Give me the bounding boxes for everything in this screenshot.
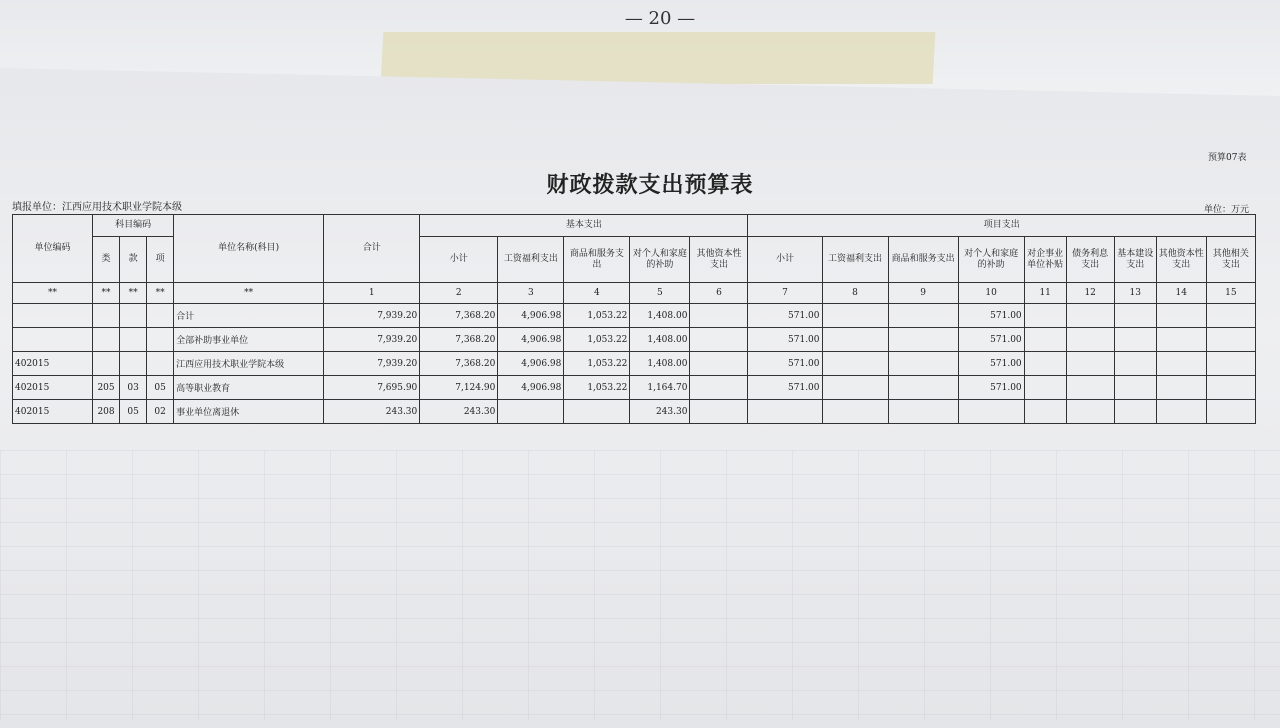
cell-lei: [93, 352, 120, 376]
cell-basic-subtotal: 7,368.20: [420, 304, 498, 328]
cell-project-build: [1114, 352, 1156, 376]
cell-basic-subtotal: 7,368.20: [420, 328, 498, 352]
index-cell: 1: [324, 283, 420, 304]
index-cell: 12: [1066, 283, 1114, 304]
cell-project-family: 571.00: [958, 304, 1024, 328]
cell-project-goods: [888, 376, 958, 400]
cell-project-subtotal: 571.00: [748, 352, 822, 376]
cell-project-other: [1206, 400, 1255, 424]
index-cell: 5: [630, 283, 690, 304]
cell-kuan: 03: [120, 376, 147, 400]
header-project-col: 债务利息支出: [1066, 237, 1114, 283]
page-number: — 20 —: [624, 8, 696, 29]
cell-kuan: [120, 328, 147, 352]
cell-kuan: [120, 304, 147, 328]
header-basic-col: 对个人和家庭的补助: [630, 237, 690, 283]
cell-project-enterprise: [1024, 352, 1066, 376]
cell-lei: 205: [93, 376, 120, 400]
cell-unit-code: [13, 304, 93, 328]
cell-basic-goods: [564, 400, 630, 424]
cell-project-capital: [1156, 304, 1206, 328]
cell-basic-goods: 1,053.22: [564, 376, 630, 400]
cell-xiang: 05: [147, 376, 174, 400]
cell-kuan: [120, 352, 147, 376]
cell-basic-family: 1,408.00: [630, 304, 690, 328]
cell-basic-goods: 1,053.22: [564, 304, 630, 328]
cell-kuan: 05: [120, 400, 147, 424]
index-cell: 15: [1206, 283, 1255, 304]
header-lei: 类: [93, 237, 120, 283]
cell-project-family: 571.00: [958, 352, 1024, 376]
table-row: [13, 352, 1256, 376]
cell-unit-code: 402015: [13, 400, 93, 424]
cell-project-build: [1114, 400, 1156, 424]
header-project-col: 基本建设支出: [1114, 237, 1156, 283]
cell-xiang: 02: [147, 400, 174, 424]
cell-basic-wage: 4,906.98: [498, 352, 564, 376]
cell-unit-code: 402015: [13, 352, 93, 376]
cell-basic-goods: 1,053.22: [564, 352, 630, 376]
header-project-col: 对企事业单位补贴: [1024, 237, 1066, 283]
cell-project-debt: [1066, 400, 1114, 424]
cell-basic-subtotal: 7,368.20: [420, 352, 498, 376]
table-row: [13, 376, 1256, 400]
cell-project-subtotal: 571.00: [748, 376, 822, 400]
cell-basic-wage: 4,906.98: [498, 376, 564, 400]
cell-xiang: [147, 328, 174, 352]
header-project-col: 工资福利支出: [822, 237, 888, 283]
header-basic: 基本支出: [420, 215, 748, 237]
cell-project-wage: [822, 328, 888, 352]
header-basic-col: 小计: [420, 237, 498, 283]
adhesive-tape: [381, 32, 936, 84]
cell-project-goods: [888, 400, 958, 424]
cell-lei: [93, 304, 120, 328]
index-cell: 10: [958, 283, 1024, 304]
header-kuan: 款: [120, 237, 147, 283]
cell-total: 7,939.20: [324, 304, 420, 328]
header-row-1: [13, 215, 1256, 237]
cell-project-debt: [1066, 328, 1114, 352]
cell-project-subtotal: 571.00: [748, 304, 822, 328]
cell-lei: 208: [93, 400, 120, 424]
cell-project-debt: [1066, 352, 1114, 376]
budget-table: [12, 214, 1256, 424]
cell-project-other: [1206, 376, 1255, 400]
cell-xiang: [147, 304, 174, 328]
cell-unit-name: 全部补助事业单位: [174, 328, 324, 352]
index-cell: 3: [498, 283, 564, 304]
header-basic-col: 商品和服务支出: [564, 237, 630, 283]
cell-unit-name: 江西应用技术职业学院本级: [174, 352, 324, 376]
cell-project-wage: [822, 304, 888, 328]
cell-project-enterprise: [1024, 376, 1066, 400]
cell-basic-capital: [690, 376, 748, 400]
form-code: 预算07表: [1208, 153, 1247, 163]
index-cell: 4: [564, 283, 630, 304]
cell-project-subtotal: [748, 400, 822, 424]
cell-project-other: [1206, 304, 1255, 328]
cell-project-wage: [822, 400, 888, 424]
index-cell: 2: [420, 283, 498, 304]
cell-basic-subtotal: 243.30: [420, 400, 498, 424]
cell-project-goods: [888, 352, 958, 376]
cell-unit-name: 事业单位离退休: [174, 400, 324, 424]
cell-project-goods: [888, 304, 958, 328]
header-unit-name: 单位名称(科目): [174, 215, 324, 283]
cell-total: 7,695.90: [324, 376, 420, 400]
cell-project-capital: [1156, 376, 1206, 400]
cell-basic-capital: [690, 400, 748, 424]
index-cell: **: [120, 283, 147, 304]
cell-total: 243.30: [324, 400, 420, 424]
table-row: [13, 304, 1256, 328]
cell-unit-code: [13, 328, 93, 352]
cell-basic-wage: 4,906.98: [498, 328, 564, 352]
table-row: [13, 328, 1256, 352]
cell-project-build: [1114, 376, 1156, 400]
header-basic-col: 工资福利支出: [498, 237, 564, 283]
header-unit-code: 单位编码: [13, 215, 93, 283]
cell-basic-family: 1,164.70: [630, 376, 690, 400]
index-cell: 11: [1024, 283, 1066, 304]
index-cell: 14: [1156, 283, 1206, 304]
header-project-col: 其他资本性支出: [1156, 237, 1206, 283]
cell-project-family: 571.00: [958, 328, 1024, 352]
cell-unit-code: 402015: [13, 376, 93, 400]
cell-project-enterprise: [1024, 400, 1066, 424]
cell-project-debt: [1066, 376, 1114, 400]
cell-basic-family: 243.30: [630, 400, 690, 424]
index-cell: 6: [690, 283, 748, 304]
header-subject-code: 科目编码: [93, 215, 174, 237]
index-cell: **: [174, 283, 324, 304]
index-cell: 7: [748, 283, 822, 304]
index-cell: **: [93, 283, 120, 304]
table-row: [13, 400, 1256, 424]
cell-basic-capital: [690, 352, 748, 376]
cell-xiang: [147, 352, 174, 376]
cell-project-enterprise: [1024, 328, 1066, 352]
cell-project-capital: [1156, 400, 1206, 424]
index-cell: 9: [888, 283, 958, 304]
index-cell: 13: [1114, 283, 1156, 304]
cell-basic-capital: [690, 304, 748, 328]
cell-project-capital: [1156, 352, 1206, 376]
cell-basic-subtotal: 7,124.90: [420, 376, 498, 400]
money-unit-label: 单位：万元: [1204, 205, 1250, 215]
cell-project-goods: [888, 328, 958, 352]
show-through-grid: [0, 450, 1280, 720]
cell-project-other: [1206, 328, 1255, 352]
index-row: [13, 283, 1256, 304]
cell-unit-name: 高等职业教育: [174, 376, 324, 400]
header-project-col: 对个人和家庭的补助: [958, 237, 1024, 283]
header-xiang: 项: [147, 237, 174, 283]
cell-lei: [93, 328, 120, 352]
cell-project-family: [958, 400, 1024, 424]
cell-project-other: [1206, 352, 1255, 376]
cell-project-capital: [1156, 328, 1206, 352]
cell-project-build: [1114, 328, 1156, 352]
cell-project-debt: [1066, 304, 1114, 328]
cell-basic-wage: [498, 400, 564, 424]
index-cell: 8: [822, 283, 888, 304]
fill-unit-label: 填报单位：江西应用技术职业学院本级: [12, 202, 182, 213]
cell-project-family: 571.00: [958, 376, 1024, 400]
header-project-col: 其他相关支出: [1206, 237, 1255, 283]
cell-basic-family: 1,408.00: [630, 328, 690, 352]
header-total: 合计: [324, 215, 420, 283]
cell-total: 7,939.20: [324, 328, 420, 352]
header-basic-col: 其他资本性支出: [690, 237, 748, 283]
cell-basic-family: 1,408.00: [630, 352, 690, 376]
cell-basic-goods: 1,053.22: [564, 328, 630, 352]
header-project: 项目支出: [748, 215, 1256, 237]
cell-project-build: [1114, 304, 1156, 328]
cell-project-wage: [822, 376, 888, 400]
document-title: 财政拨款支出预算表: [546, 172, 754, 198]
index-cell: **: [13, 283, 93, 304]
cell-project-wage: [822, 352, 888, 376]
cell-total: 7,939.20: [324, 352, 420, 376]
index-cell: **: [147, 283, 174, 304]
cell-unit-name: 合计: [174, 304, 324, 328]
cell-basic-capital: [690, 328, 748, 352]
header-project-col: 小计: [748, 237, 822, 283]
cell-project-enterprise: [1024, 304, 1066, 328]
cell-project-subtotal: 571.00: [748, 328, 822, 352]
header-project-col: 商品和服务支出: [888, 237, 958, 283]
cell-basic-wage: 4,906.98: [498, 304, 564, 328]
